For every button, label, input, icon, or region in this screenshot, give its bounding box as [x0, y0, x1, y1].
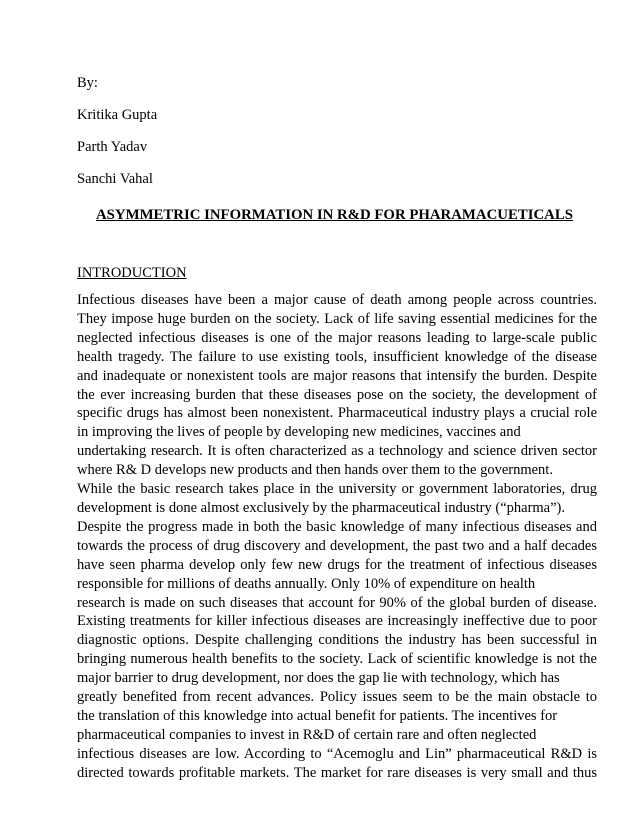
- section-heading: INTRODUCTION: [77, 265, 187, 281]
- paragraph-line: diagnostic options. Despite challenging conditions the industry has been successful in: [77, 632, 597, 649]
- paragraph-line: infectious diseases are low. According to “Acemoglu and Lin” pharmaceutical R&D is: [77, 745, 597, 762]
- author-name: Parth Yadav: [77, 139, 148, 155]
- paragraph-line: in improving the lives of people by developing new medicines, vaccines and: [77, 424, 521, 441]
- author-name: Sanchi Vahal: [77, 171, 153, 187]
- paragraph-line: and inadequate or nonexistent tools are major reasons that intensify the burden. Despite: [77, 367, 597, 384]
- paragraph-line: neglected infectious diseases is one of the major reasons leading to large-scale public: [77, 329, 597, 346]
- paragraph-line: Existing treatments for killer infectious diseases are increasingly ineffective due to poor: [77, 613, 597, 630]
- paragraph-line: major barrier to drug development, nor does the gap lie with technology, which has: [77, 670, 560, 687]
- paragraph-line: directed towards profitable markets. The market for rare diseases is very small and thus: [77, 764, 597, 781]
- byline-label: By:: [77, 75, 98, 91]
- paragraph-line: have seen pharma develop only few new drugs for the treatment of infectious diseases: [77, 556, 597, 573]
- paragraph-line: the translation of this knowledge into actual benefit for patients. The incentives for: [77, 707, 558, 724]
- paragraph-line: greatly benefited from recent advances. Policy issues seem to be the main obstacle to: [77, 689, 597, 706]
- paragraph-line: specific drugs has almost been nonexistent. Pharmaceutical industry plays a crucial role: [77, 405, 597, 422]
- author-name: Kritika Gupta: [77, 107, 158, 123]
- document-title: ASYMMETRIC INFORMATION IN R&D FOR PHARAMACUETICALS: [96, 207, 573, 223]
- paragraph-line: where R& D develops new products and then hands over them to the government.: [77, 462, 553, 479]
- paragraph-line: Infectious diseases have been a major cause of death among people across countries.: [77, 292, 597, 308]
- paragraph-line: While the basic research takes place in the university or government laboratories, drug: [77, 481, 597, 498]
- paragraph-line: bringing numerous health benefits to the society. Lack of scientific knowledge is not the: [77, 651, 597, 668]
- body-paragraph: [77, 291, 597, 783]
- paragraph-line: They impose huge burden on the society. Lack of life saving essential medicines for the: [77, 310, 597, 327]
- paragraph-line: pharmaceutical companies to invest in R&D of certain rare and often neglected: [77, 726, 537, 743]
- paragraph-line: the ever increasing burden that these diseases pose on the society, the development of: [77, 386, 597, 403]
- paragraph-line: health tragedy. The failure to use existing tools, insufficient knowledge of the disease: [77, 348, 597, 365]
- paragraph-line: responsible for millions of deaths annually. Only 10% of expenditure on health: [77, 575, 536, 592]
- paragraph-line: development is done almost exclusively by the pharmaceutical industry (“pharma”).: [77, 499, 566, 516]
- paragraph-line: Despite the progress made in both the basic knowledge of many infectious diseases and: [77, 518, 597, 535]
- paragraph-line: research is made on such diseases that account for 90% of the global burden of disease.: [77, 594, 597, 611]
- paragraph-line: undertaking research. It is often characterized as a technology and science driven sector: [77, 443, 597, 460]
- paragraph-line: towards the process of drug discovery and development, the past two and a half decades: [77, 537, 597, 554]
